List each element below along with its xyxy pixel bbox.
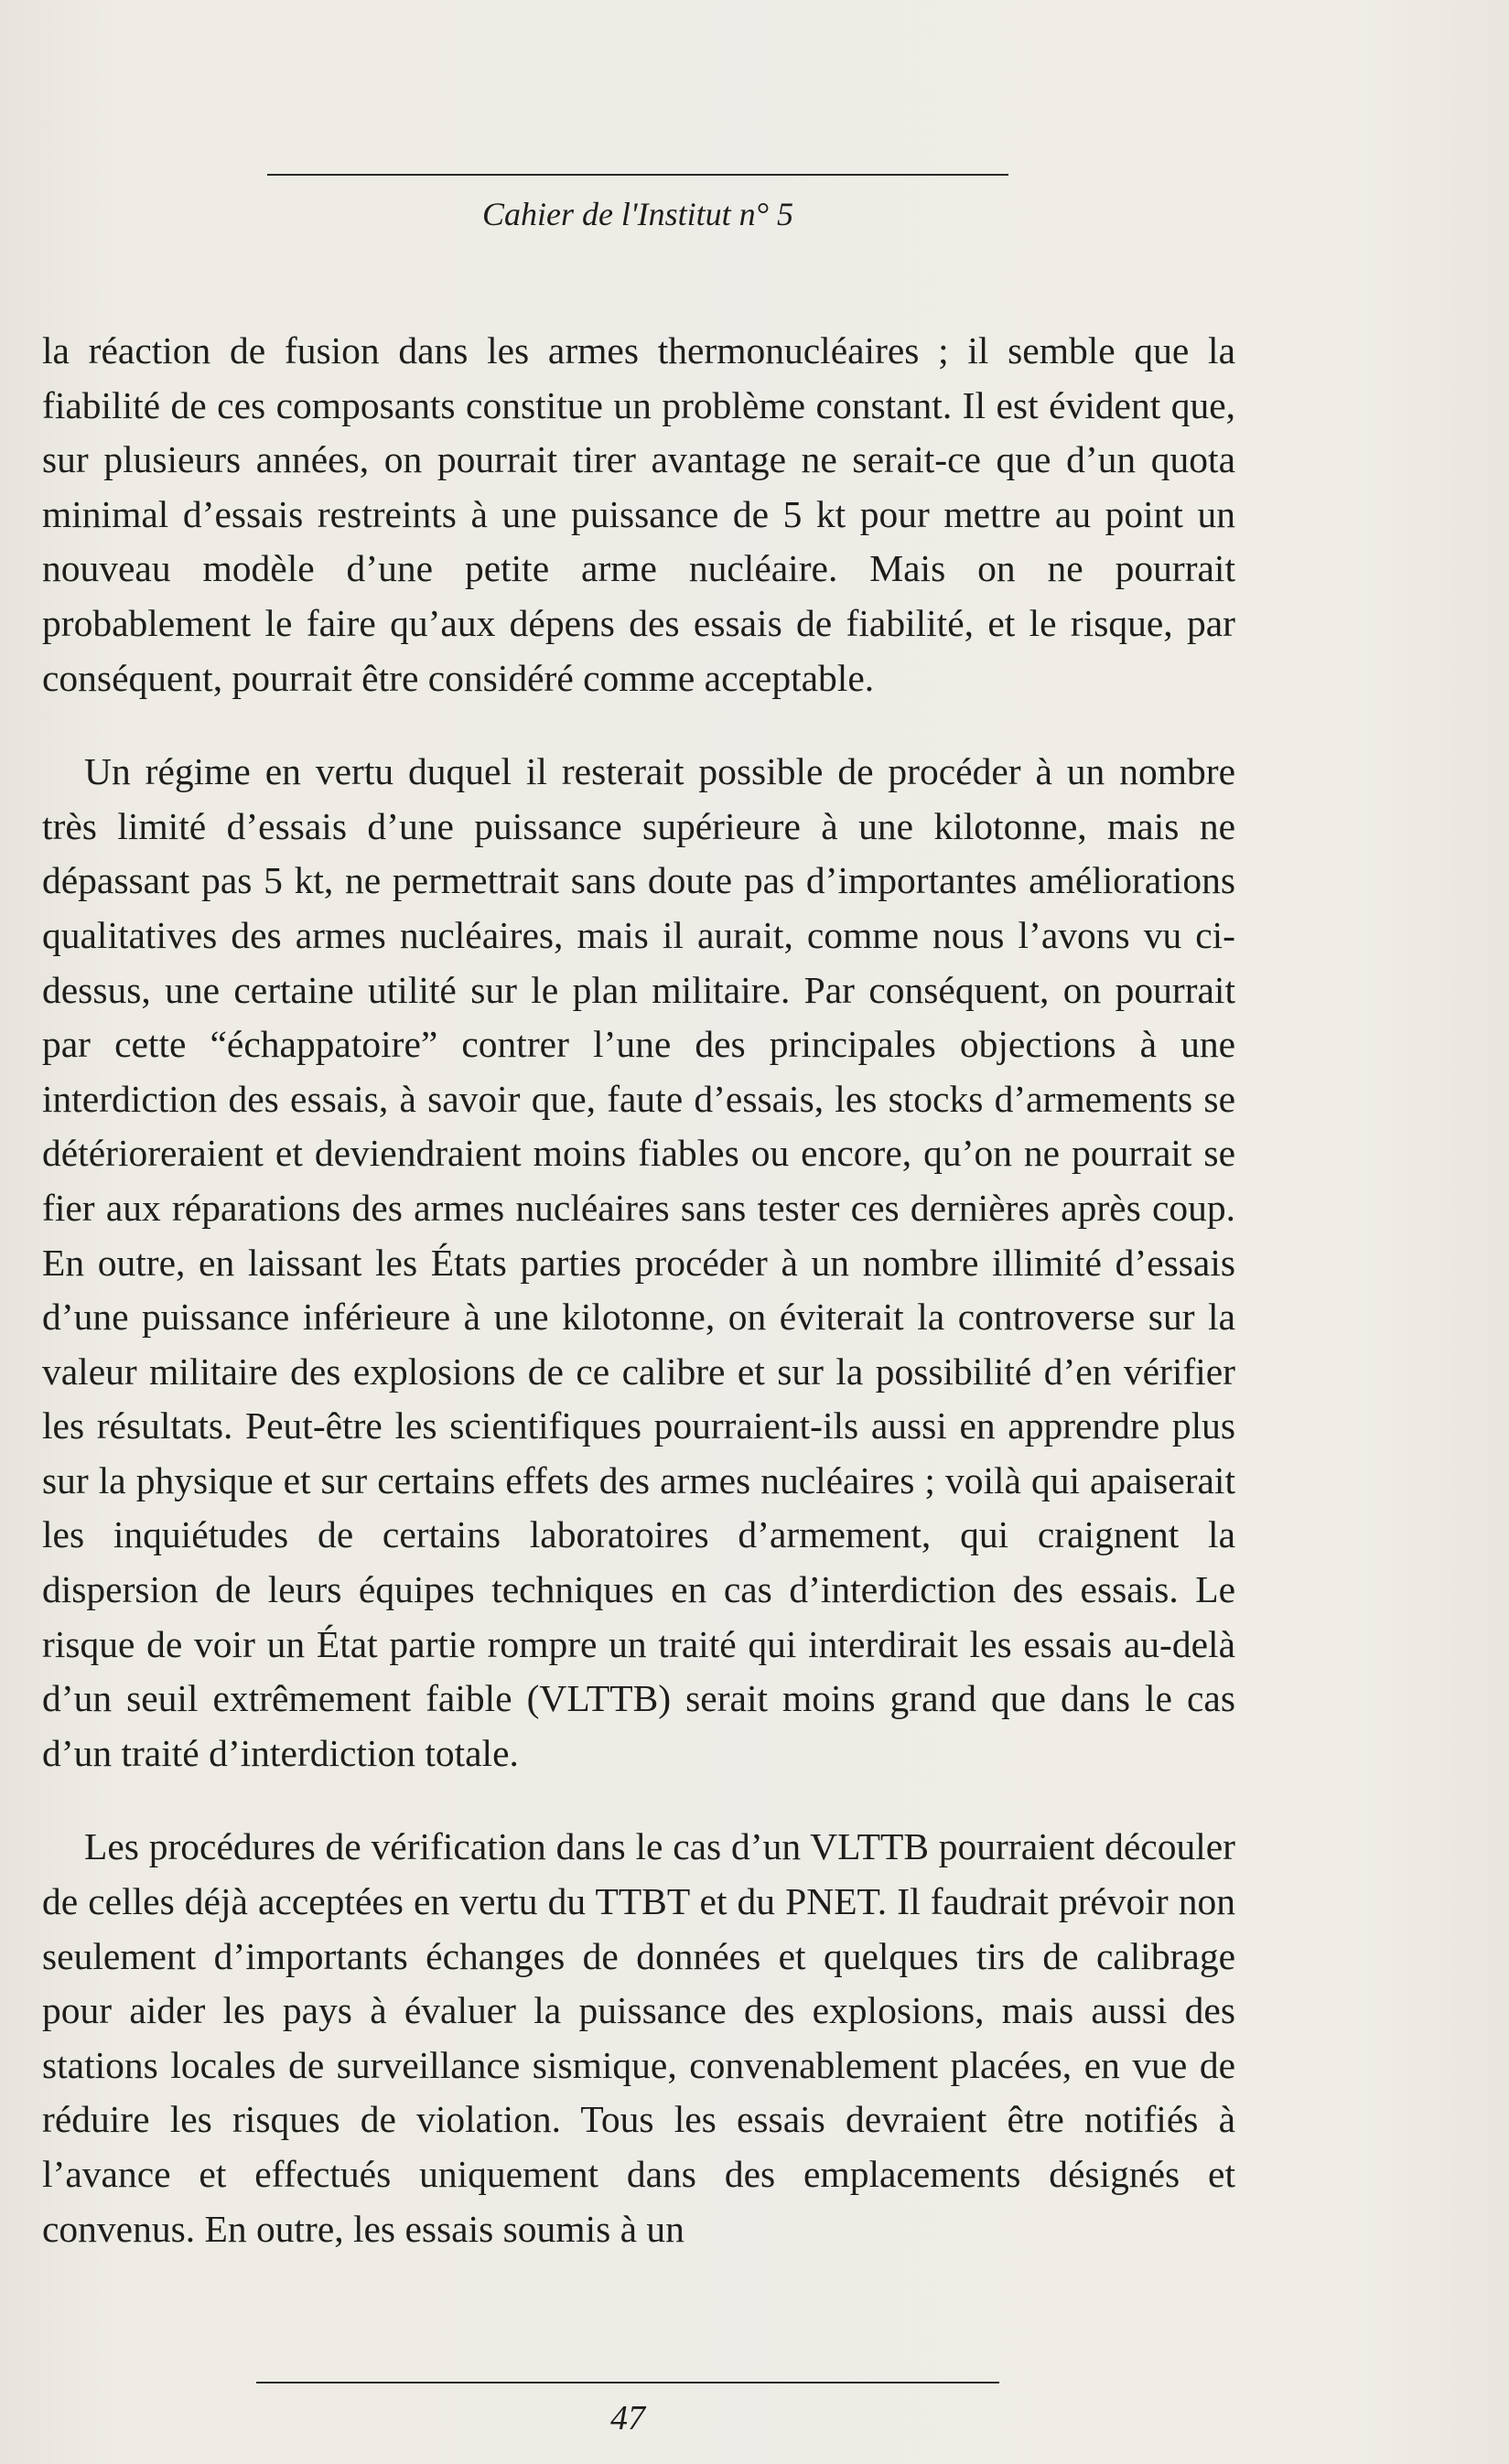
body-text [42, 324, 1235, 2256]
paragraph-1: la réaction de fusion dans les armes thermonucléaires ; il semble que la fiabilité de ces composants constitue un problème constant. Il est évident que, sur plusieurs années, on pourrait tirer avantage ne serait-ce que d’un quota minimal d’essais restreints à une puissance de 5 kt pour mettre au point un nouveau modèle d’une petite arme nucléaire. Mais on ne pourrait probablement le faire qu’aux dépens des essais de fiabilité, et le risque, par conséquent, pourrait être considéré comme acceptable. [42, 329, 1235, 699]
header-rule [267, 174, 1008, 176]
running-header-title: Cahier de l'Institut n° 5 [481, 196, 794, 232]
footer-rule [256, 2382, 999, 2383]
page-number: 47 [610, 2399, 645, 2437]
paragraph-2: Un régime en vertu duquel il resterait possible de procéder à un nombre très limité d’essais d’une puissance supérieure à une kilotonne, mais ne dépassant pas 5 kt, ne permettrait sans doute pas d’importantes améliorations qualitatives des armes nucléaires, mais il aurait, comme nous l’avons vu ci-dessus, une certaine utilité sur le plan militaire. Par conséquent, on pourrait par cette “échappatoire” contrer l’une des principales objections à une interdiction des essais, à savoir que, faute d’essais, les stocks d’armements se détérioreraient et deviendraient moins fiables ou encore, qu’on ne pourrait se fier aux réparations des armes nucléaires sans tester ces dernières après coup. En outre, en laissant les États parties procéder à un nombre illimité d’essais d’une puissance inférieure à une kilotonne, on éviterait la controverse sur la valeur militaire des explosions de ce calibre et sur la possibilité d’en vérifier les résultats. Peut-être les scientifiques pourraient-ils aussi en apprendre plus sur la physique et sur certains effets des armes nucléaires ; voilà qui apaiserait les inquiétudes de certains laboratoires d’armement, qui craignent la dispersion de leurs équipes techniques en cas d’interdiction des essais. Le risque de voir un État partie rompre un traité qui interdirait les essais au-delà d’un seuil extrêmement faible (VLTTB) serait moins grand que dans le cas d’un traité d’interdiction totale. [42, 750, 1235, 1774]
paragraph-3: Les procédures de vérification dans le cas d’un VLTTB pourraient découler de celles déjà acceptées en vertu du TTBT et du PNET. Il faudrait prévoir non seulement d’importants échanges de données et quelques tirs de calibrage pour aider les pays à évaluer la puissance des explosions, mais aussi des stations locales de surveillance sismique, convenablement placées, en vue de réduire les risques de violation. Tous les essais devraient être notifiés à l’avance et effectués uniquement dans des emplacements désignés et convenus. En outre, les essais soumis à un [42, 1825, 1235, 2250]
